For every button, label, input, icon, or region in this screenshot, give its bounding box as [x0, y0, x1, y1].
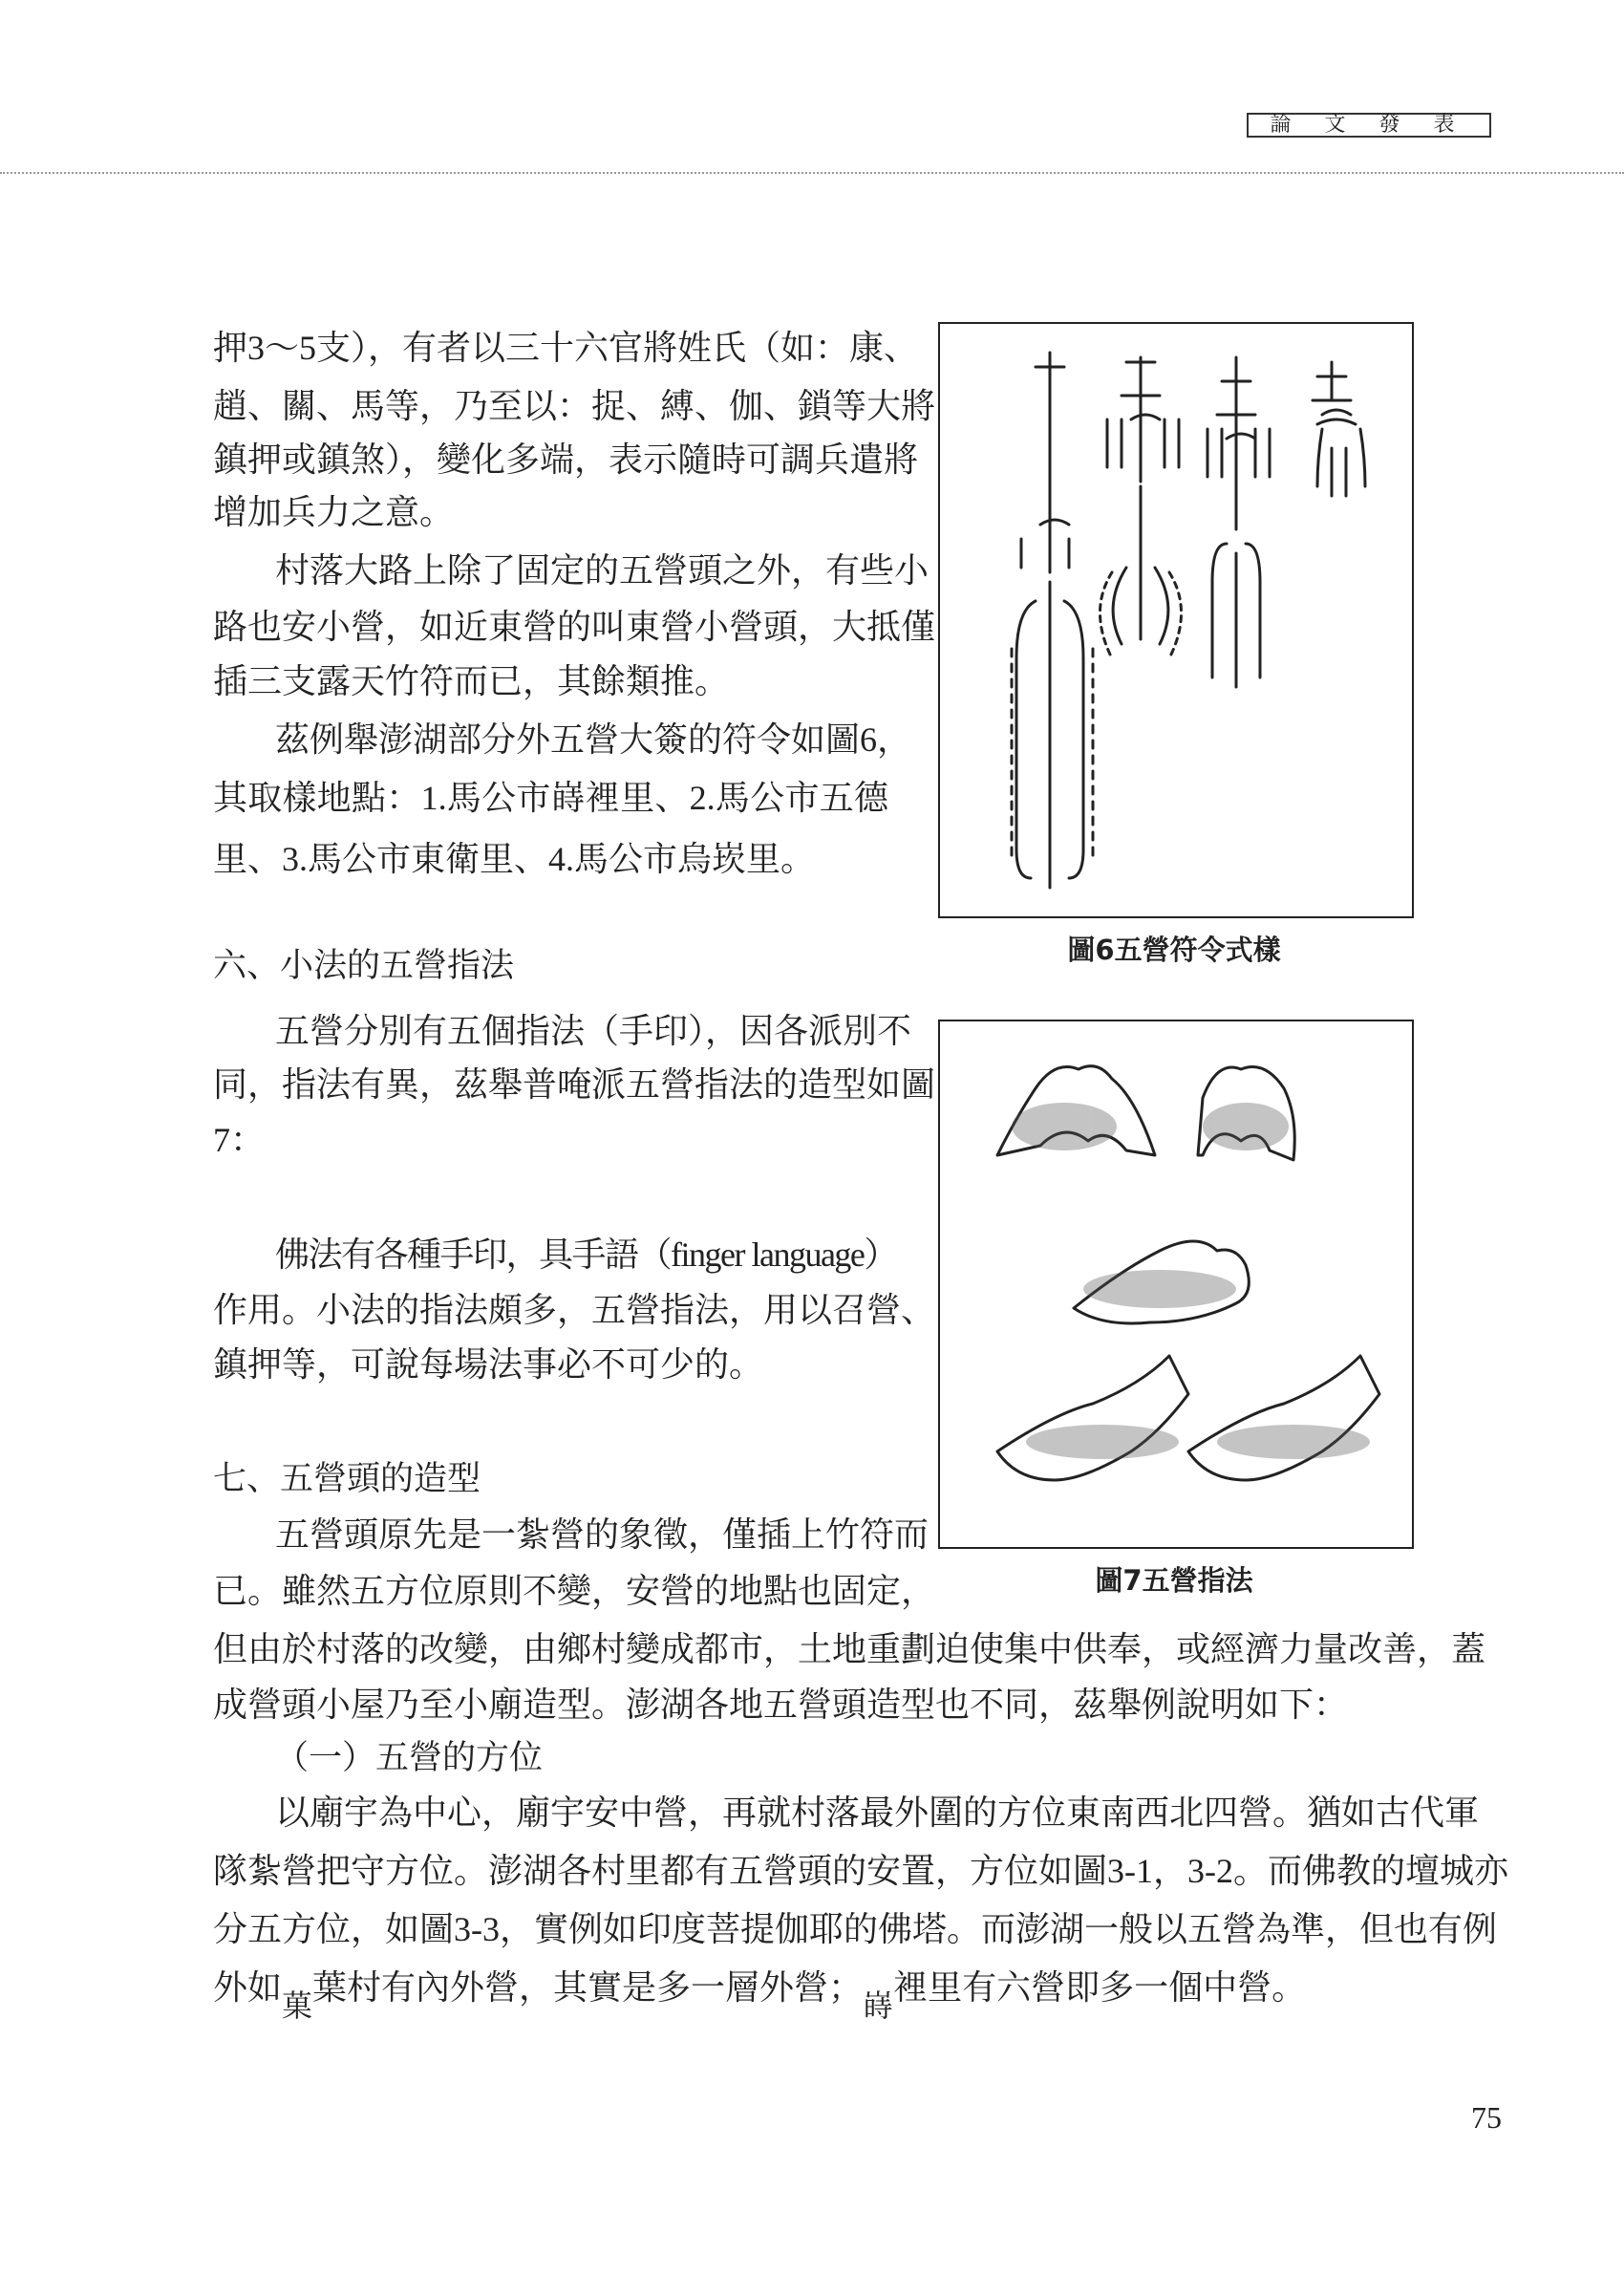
- text-line: 同，指法有異，茲舉普唵派五營指法的造型如圖: [213, 1065, 936, 1104]
- figure-7-caption: 圖7五營指法: [1095, 1564, 1253, 1597]
- text-line: 但由於村落的改變，由鄉村變成都市，土地重劃迫使集中供奉，或經濟力量改善，蓋: [213, 1630, 1486, 1668]
- text-line: 增加兵力之意。: [213, 493, 455, 531]
- text-line: 路也安小營，如近東營的叫東營小營頭，大抵僅: [213, 608, 936, 646]
- text-line: 其取樣地點：1.馬公市嵵裡里、2.馬公市五德: [213, 779, 888, 817]
- header-divider: [0, 172, 1624, 174]
- text-line: 趙、關、馬等，乃至以：捉、縛、伽、鎖等大將: [213, 387, 936, 425]
- text-line: 插三支露天竹符而已，其餘類推。: [213, 662, 730, 700]
- section-heading: 七、五營頭的造型: [213, 1460, 481, 1498]
- text-line: 已。雖然五方位原則不變，安營的地點也固定，: [213, 1572, 936, 1610]
- text-segment: 葉村有內外營，其實是多一層外營；: [312, 1968, 864, 2007]
- text-line: 里、3.馬公市東衛里、4.馬公市烏崁里。: [213, 840, 816, 878]
- hand-seal-4: [997, 1356, 1188, 1480]
- subsection-heading: （一）五營的方位: [275, 1739, 544, 1777]
- text-line: 五營分別有五個指法（手印），因各派別不: [275, 1012, 912, 1050]
- subscript-char: 嵵: [863, 1988, 894, 2023]
- text-line: 作用。小法的指法頗多，五營指法，用以召營、: [213, 1291, 936, 1329]
- text-line: 鎮押或鎮煞），變化多端，表示隨時可調兵遣將: [213, 440, 919, 479]
- hand-seals-drawing: [940, 1021, 1412, 1547]
- text-line: 成營頭小屋乃至小廟造型。澎湖各地五營頭造型也不同，茲舉例說明如下：: [213, 1686, 1349, 1724]
- text-line: 鎮押等，可說每場法事必不可少的。: [213, 1345, 764, 1384]
- text-line: 村落大路上除了固定的五營頭之外，有些小: [275, 551, 930, 590]
- text-line: 五營頭原先是一紮營的象徵，僅插上竹符而: [275, 1515, 930, 1554]
- text-line: 押3～5支），有者以三十六官將姓氏（如：康、: [213, 329, 919, 367]
- text-line: 茲例舉澎湖部分外五營大簽的符令如圖6，: [275, 720, 912, 759]
- section-label: 論 文 發 表: [1247, 113, 1491, 138]
- figure-6-talismans: [938, 322, 1414, 918]
- text-line: 分五方位，如圖3-3，實例如印度菩提伽耶的佛塔。而澎湖一般以五營為準，但也有例: [213, 1910, 1497, 1948]
- text-line: 隊紮營把守方位。澎湖各村里都有五營頭的安置，方位如圖3-1，3-2。而佛教的壇城亦: [213, 1852, 1508, 1890]
- subscript-char: 菓: [282, 1988, 313, 2023]
- figure-6-caption: 圖6五營符令式樣: [1067, 934, 1281, 966]
- hand-seal-5: [1188, 1356, 1379, 1480]
- section-heading: 六、小法的五營指法: [213, 947, 515, 985]
- text-segment: 外如: [213, 1968, 283, 2007]
- talisman-drawing: [940, 324, 1412, 916]
- text-segment: 裡里有六營即多一個中營。: [893, 1968, 1307, 2007]
- text-line: 佛法有各種手印，具手語（finger language）: [275, 1235, 897, 1274]
- figure-7-hand-seals: [938, 1020, 1414, 1549]
- page-number: 75: [1471, 2100, 1502, 2135]
- text-line: 7：: [213, 1121, 266, 1159]
- text-line: [213, 1965, 1307, 2023]
- text-line: 以廟宇為中心，廟宇安中營，再就村落最外圍的方位東南西北四營。猶如古代軍: [275, 1794, 1480, 1832]
